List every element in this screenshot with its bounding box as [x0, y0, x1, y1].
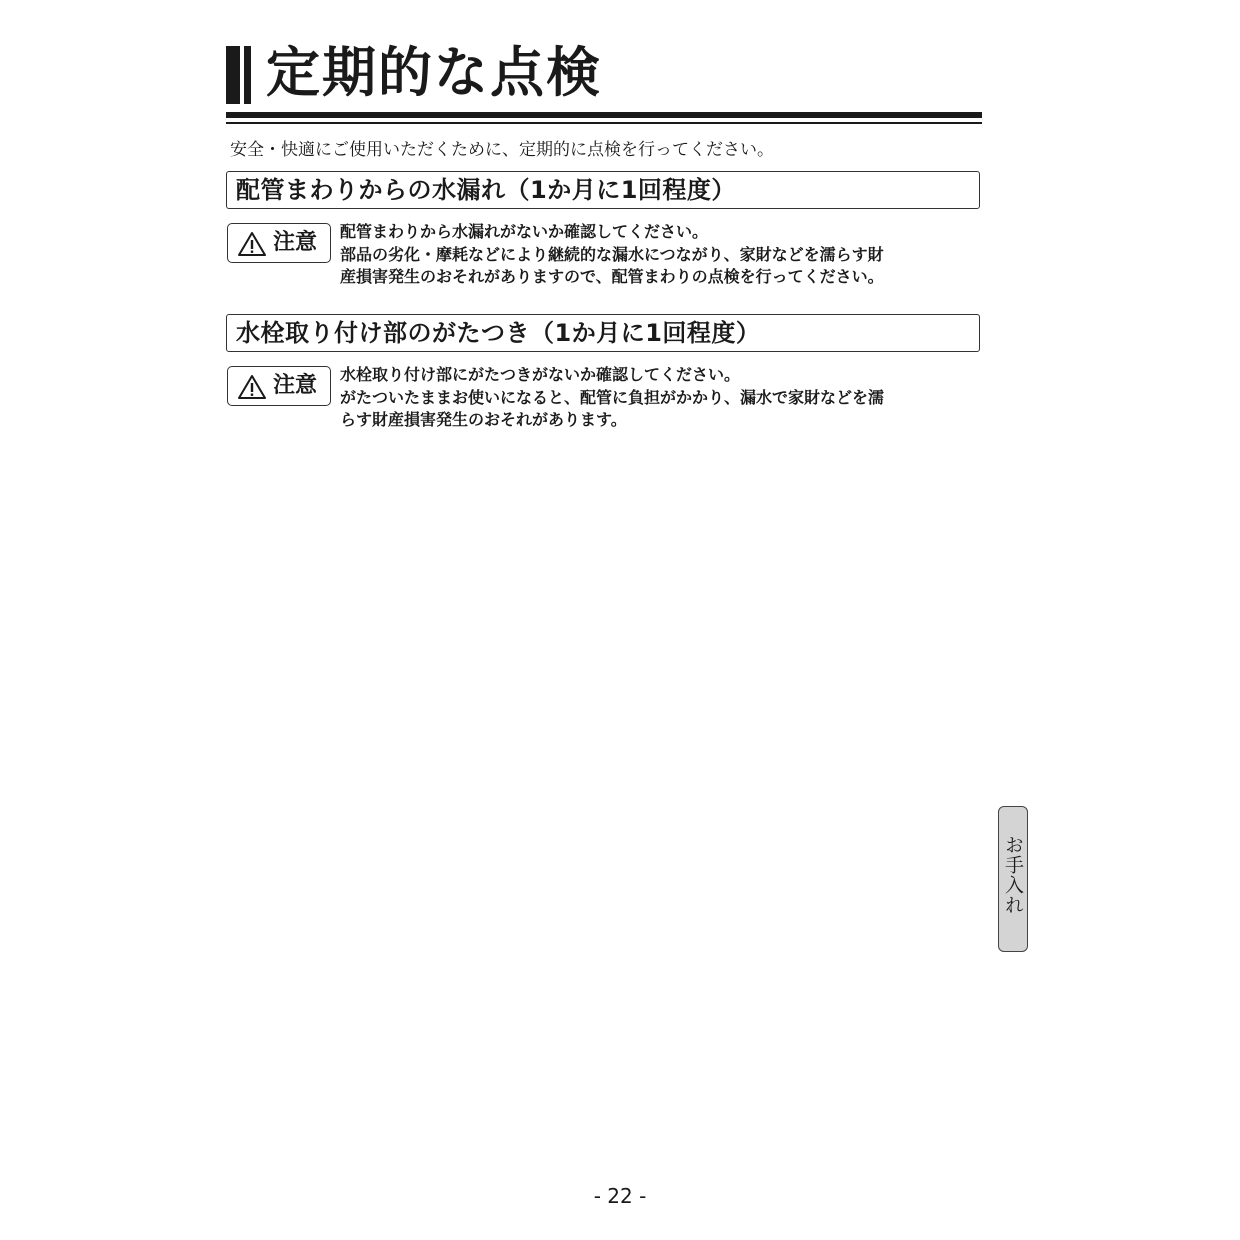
page-header	[226, 42, 982, 128]
caution-label: 注意	[273, 230, 318, 255]
side-tab-maintenance	[998, 806, 1028, 952]
caution-label: 注意	[273, 373, 318, 398]
page-title: 定期的な点検	[266, 41, 602, 104]
side-tab-label: お手入れ	[1002, 835, 1024, 915]
caution-badge	[227, 223, 331, 263]
section-heading-text: 配管まわりからの水漏れ（1か月に1回程度）	[236, 176, 736, 204]
intro-text: 安全・快適にご使用いただくために、定期的に点検を行ってください。	[230, 140, 774, 160]
caution-line: 産損害発生のおそれがありますので、配管まわりの点検を行ってください。	[340, 267, 884, 286]
caution-badge	[227, 366, 331, 406]
caution-line: がたついたままお使いになると、配管に負担がかかり、漏水で家財などを濡	[340, 387, 885, 407]
section-heading	[226, 171, 980, 209]
caution-line: 部品の劣化・摩耗などにより継続的な漏水につながり、家財などを濡らす財	[340, 244, 884, 264]
page-number: - 22 -	[593, 1184, 647, 1208]
title-bar-marks	[226, 46, 252, 104]
section-heading	[226, 314, 980, 352]
caution-text	[340, 221, 982, 289]
title-rule-thin	[226, 122, 982, 124]
title-rule-thick	[226, 112, 982, 118]
caution-line: 配管まわりから水漏れがないか確認してください。	[340, 222, 709, 241]
warning-triangle-icon	[237, 231, 267, 257]
section-heading-text: 水栓取り付け部のがたつき（1か月に1回程度）	[236, 319, 761, 347]
warning-triangle-icon	[237, 374, 267, 400]
caution-text	[340, 364, 982, 432]
caution-line: らす財産損害発生のおそれがあります。	[340, 410, 627, 429]
caution-line: 水栓取り付け部にがたつきがないか確認してください。	[340, 365, 741, 384]
